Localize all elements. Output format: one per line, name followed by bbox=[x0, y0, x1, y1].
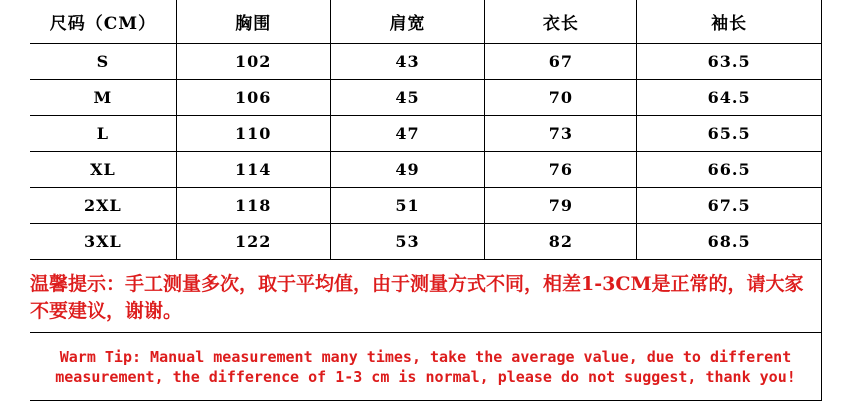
cell-sleeve: 67.5 bbox=[636, 188, 821, 223]
table-row-xl bbox=[30, 152, 821, 188]
cell-chest: 122 bbox=[176, 224, 330, 259]
table-row-m bbox=[30, 80, 821, 116]
cell-length: 67 bbox=[484, 44, 636, 79]
cell-chest: 118 bbox=[176, 188, 330, 223]
cell-chest: 106 bbox=[176, 80, 330, 115]
cell-size: M bbox=[93, 88, 113, 107]
header-cell-chest: 胸围 bbox=[176, 0, 330, 43]
warm-tip-chinese bbox=[30, 260, 821, 333]
cell-shoulder: 53 bbox=[330, 224, 485, 259]
table-row-s bbox=[30, 44, 821, 80]
cell-shoulder: 43 bbox=[330, 44, 485, 79]
cell-size: L bbox=[96, 124, 110, 143]
cell-chest: 110 bbox=[176, 116, 330, 151]
header-cell-length: 衣长 bbox=[484, 0, 636, 43]
cell-shoulder: 45 bbox=[330, 80, 485, 115]
cell-length: 73 bbox=[484, 116, 636, 151]
cell-sleeve: 64.5 bbox=[636, 80, 821, 115]
warm-tip-english-line1: Warm Tip: Manual measurement many times, take the average value, due to different bbox=[59, 347, 792, 366]
cell-shoulder: 47 bbox=[330, 116, 485, 151]
cell-shoulder: 49 bbox=[330, 152, 485, 187]
cell-length: 76 bbox=[484, 152, 636, 187]
size-chart-table bbox=[30, 0, 822, 401]
warm-tip-english-line2: measurement, the difference of 1-3 cm is normal, please do not suggest, thank you! bbox=[55, 367, 796, 386]
cell-length: 70 bbox=[484, 80, 636, 115]
cell-sleeve: 65.5 bbox=[636, 116, 821, 151]
cell-size: S bbox=[96, 52, 110, 71]
cell-size: 2XL bbox=[84, 196, 122, 215]
warm-tip-chinese-text: 温馨提示：手工测量多次，取于平均值，由于测量方式不同，相差1-3CM是正常的，请大家不要建议，谢谢。 bbox=[30, 273, 804, 322]
cell-shoulder: 51 bbox=[330, 188, 485, 223]
header-cell-shoulder: 肩宽 bbox=[330, 0, 485, 43]
table-row-3xl bbox=[30, 224, 821, 260]
table-row-l bbox=[30, 116, 821, 152]
table-header-row bbox=[30, 0, 821, 44]
cell-length: 79 bbox=[484, 188, 636, 223]
cell-sleeve: 66.5 bbox=[636, 152, 821, 187]
cell-size: XL bbox=[90, 160, 116, 179]
warm-tip-english bbox=[30, 333, 821, 401]
cell-size: 3XL bbox=[84, 232, 122, 251]
header-cell-size: 尺码（CM） bbox=[49, 14, 157, 34]
cell-chest: 114 bbox=[176, 152, 330, 187]
cell-sleeve: 63.5 bbox=[636, 44, 821, 79]
cell-chest: 102 bbox=[176, 44, 330, 79]
cell-sleeve: 68.5 bbox=[636, 224, 821, 259]
table-row-2xl bbox=[30, 188, 821, 224]
header-cell-sleeve: 袖长 bbox=[636, 0, 821, 43]
cell-length: 82 bbox=[484, 224, 636, 259]
